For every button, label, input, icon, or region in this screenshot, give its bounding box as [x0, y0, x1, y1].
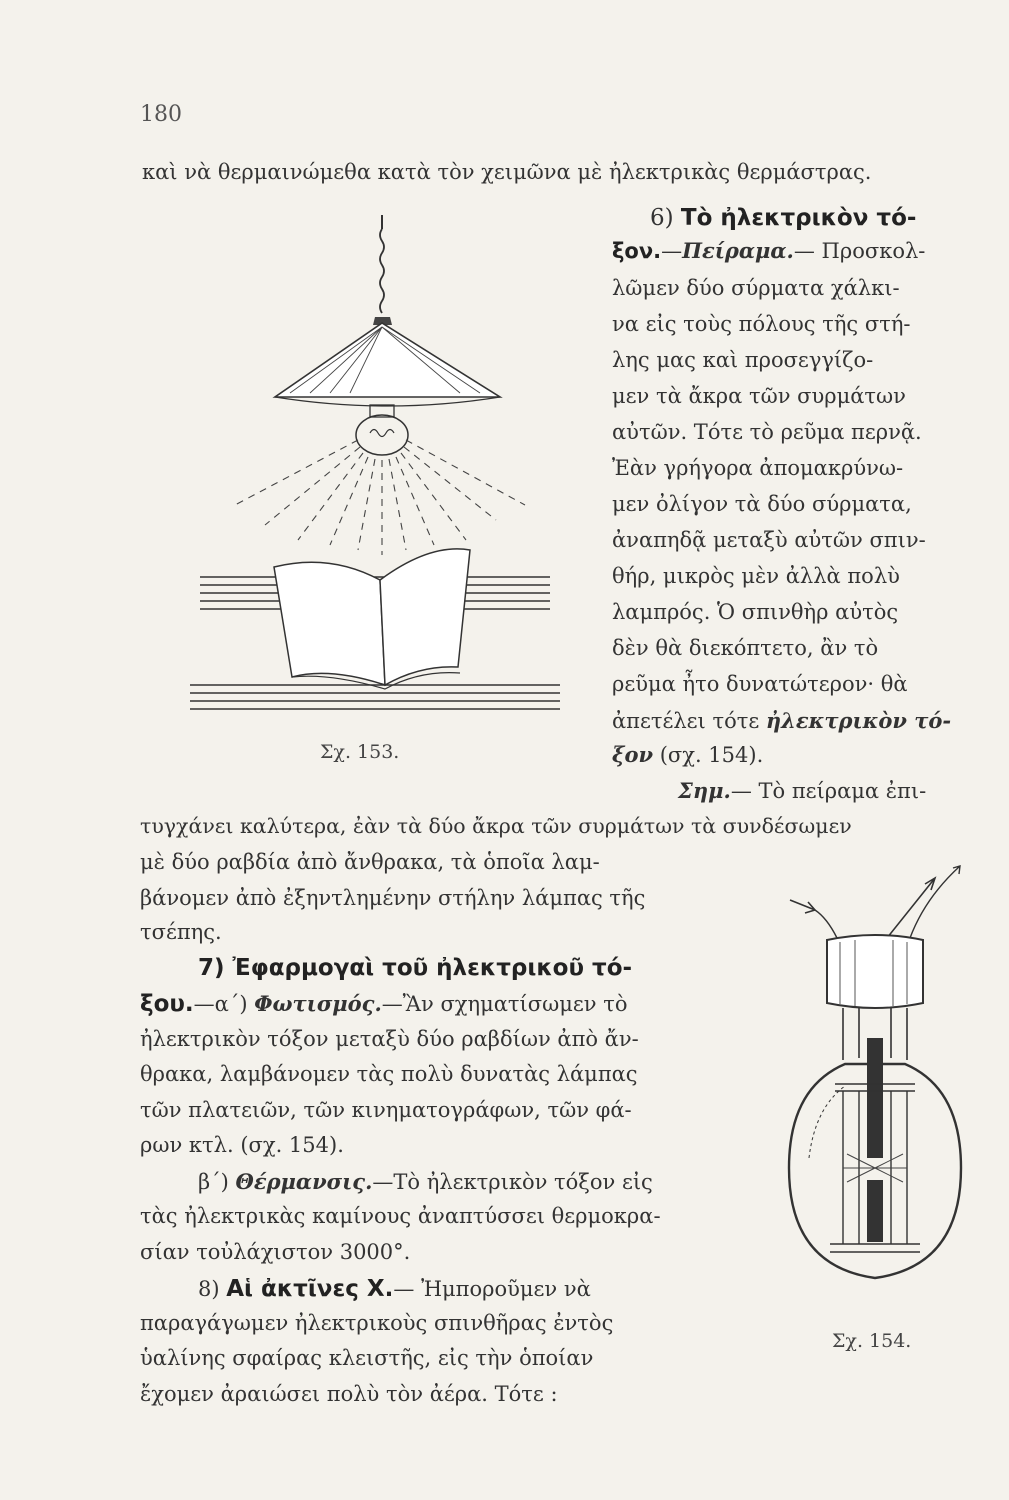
section-6-line-1: λῶμεν δύο σύρματα χάλκι-: [612, 276, 900, 300]
section-7-sub-b-label: Θέρμανσις.: [235, 1169, 373, 1194]
section-7-sub-a-label: Φωτισμός.: [254, 991, 382, 1016]
section-7-line-3: τῶν πλατειῶν, τῶν κινηματογράφων, τῶν φά-: [140, 1098, 632, 1122]
section-7-sub-b-num: β΄): [198, 1170, 229, 1194]
section-8-line-0: [198, 1278, 591, 1301]
section-8-line-1: παραγάγωμεν ἠλεκτρικοὺς σπινθῆρας ἐντὸς: [140, 1311, 614, 1335]
section-6-line-0: [612, 240, 925, 262]
section-6-line-2: να εἰς τοὺς πόλους τῆς στή-: [612, 312, 911, 336]
section-6-line-7: μεν ὀλίγον τὰ δύο σύρματα,: [612, 492, 912, 516]
section-7-sub-a-num: —α΄): [193, 992, 248, 1016]
section-6-title-b: ξον.: [612, 239, 662, 263]
section-6-line-4: μεν τὰ ἄκρα τῶν συρμάτων: [612, 384, 906, 408]
section-7-line-0: [140, 993, 627, 1016]
section-7-line-2: θρακα, λαμβάνομεν τὰς πολὺ δυνατὰς λάμπας: [140, 1062, 638, 1086]
figure-154-caption: Σχ. 154.: [832, 1330, 912, 1352]
section-6-dash: —: [661, 239, 683, 263]
section-6-line-8: ἀναπηδᾷ μεταξὺ αὐτῶν σπιν-: [612, 528, 926, 552]
section-7-heading: 7) Ἐφαρμογαὶ τοῦ ἠλεκτρικοῦ τό-: [198, 955, 633, 981]
section-8-line-2: ὑαλίνης σφαίρας κλειστῆς, εἰς τὴν ὁποίαν: [140, 1346, 594, 1370]
section-7-heading-b: ξου.: [140, 991, 194, 1017]
note-line-1: τυγχάνει καλύτερα, ἐὰν τὰ δύο ἄκρα τῶν συρμάτων τὰ συνδέσωμεν: [140, 814, 852, 838]
figure-154-arc-lamp: [775, 858, 975, 1318]
section-6-title-a: Τὸ ἠλεκτρικὸν τό-: [680, 205, 917, 231]
note-line0-rest: — Τὸ πείραμα ἐπι-: [730, 779, 927, 803]
section-6-term-b: ξον: [612, 742, 654, 767]
note-line-0: [678, 780, 926, 802]
section-6-line-14: [612, 744, 763, 766]
section-6-line-3: λης μας καὶ προσεγγίζο-: [612, 348, 874, 372]
section-7-line-7: σίαν τοὐλάχιστον 3000°.: [140, 1240, 411, 1264]
note-line-4: τσέπης.: [140, 920, 222, 944]
section-8-number: 8): [198, 1277, 220, 1301]
section-6-label: Πείραμα.: [682, 238, 794, 263]
section-6-number: 6): [650, 205, 674, 231]
section-7-sub-a-rest: —Ἂν σχηματίσωμεν τὸ: [381, 992, 628, 1016]
section-6-line-11: δὲν θὰ διεκόπτετο, ἂν τὸ: [612, 636, 879, 660]
section-6-line-13: [612, 710, 951, 732]
section-7-line-4: ρων κτλ. (σχ. 154).: [140, 1133, 344, 1157]
section-6-line0-rest: — Προσκολ-: [793, 239, 926, 263]
section-6-line-9: θήρ, μικρὸς μὲν ἀλλὰ πολὺ: [612, 564, 900, 588]
section-6-line-10: λαμπρός. Ὁ σπινθὴρ αὐτὸς: [612, 600, 899, 624]
note-line-2: μὲ δύο ραβδία ἀπὸ ἄνθρακα, τὰ ὁποῖα λαμ-: [140, 850, 600, 874]
section-6-heading: [650, 207, 916, 230]
section-6-term-a: ἠλεκτρικὸν τό-: [765, 708, 952, 733]
section-7-line-6: τὰς ἠλεκτρικὰς καμίνους ἀναπτύσσει θερμοκρα-: [140, 1204, 661, 1228]
note-label: Σημ.: [678, 778, 731, 803]
section-6-apetelei: ἀπετέλει τότε: [612, 709, 760, 733]
section-7-line-5: [198, 1171, 653, 1193]
page-number: 180: [140, 102, 182, 127]
section-8-line-3: ἔχομεν ἀραιώσει πολὺ τὸν ἀέρα. Τότε :: [140, 1382, 558, 1406]
section-6-line-6: Ἐὰν γρήγορα ἀπομακρύνω-: [612, 456, 904, 480]
top-line: καὶ νὰ θερμαινώμεθα κατὰ τὸν χειμῶνα μὲ ἠλεκτρικὰς θερμάστρας.: [142, 160, 872, 184]
section-6-line-5: αὐτῶν. Τότε τὸ ρεῦμα περνᾷ.: [612, 420, 922, 444]
section-8-rest: — Ἠμποροῦμεν νὰ: [393, 1277, 591, 1301]
figure-153-lamp-book: [180, 215, 580, 715]
figure-153-caption: Σχ. 153.: [320, 741, 400, 763]
section-6-line-12: ρεῦμα ἦτο δυνατώτερον· θὰ: [612, 672, 908, 696]
section-8-title: Αἱ ἀκτῖνες Χ.: [226, 1276, 394, 1302]
note-line-3: βάνομεν ἀπὸ ἐξηντλημένην στήλην λάμπας τῆς: [140, 886, 646, 910]
section-6-ref: (σχ. 154).: [659, 743, 764, 767]
section-7-sub-b-rest: —Τὸ ἠλεκτρικὸν τόξον εἰς: [372, 1170, 653, 1194]
section-7-line-1: ἠλεκτρικὸν τόξον μεταξὺ δύο ραβδίων ἀπὸ ἄν-: [140, 1027, 639, 1051]
